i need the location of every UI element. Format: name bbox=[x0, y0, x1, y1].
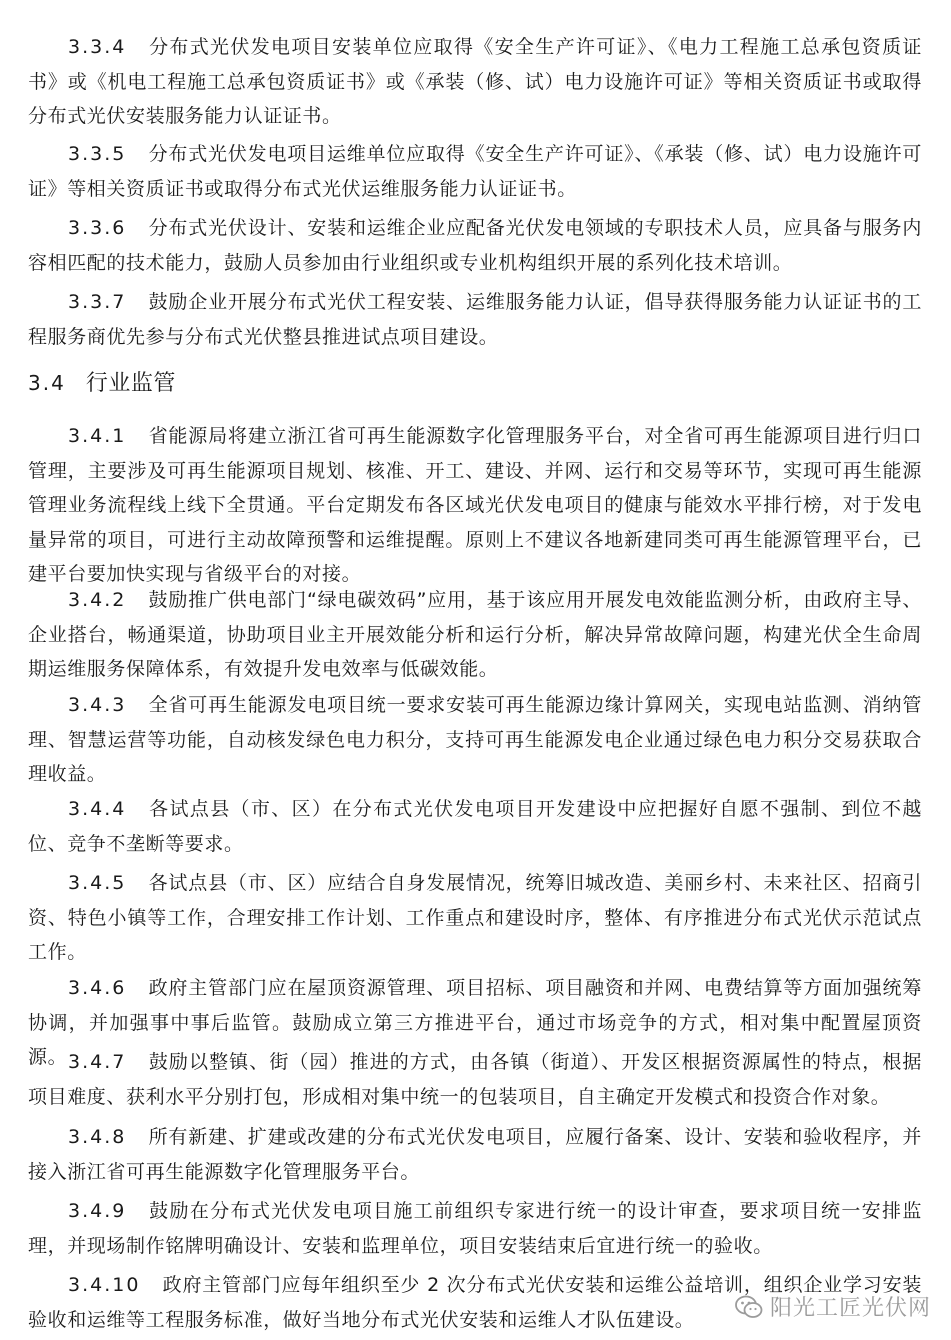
clause-text: 各试点县（市、区）在分布式光伏发电项目开发建设中应把握好自愿不强制、到位不越位、竞争不垄断等要求。 bbox=[28, 798, 922, 855]
clause-number: 3.4.7 bbox=[68, 1051, 127, 1073]
paragraph-3-3-7 bbox=[28, 285, 922, 354]
clause-number: 3.4.6 bbox=[68, 977, 127, 999]
wechat-icon bbox=[734, 1294, 764, 1320]
clause-number: 3.4.9 bbox=[68, 1200, 127, 1222]
clause-text: 鼓励在分布式光伏发电项目施工前组织专家进行统一的设计审查，要求项目统一安排监理，并现场制作铭牌明确设计、安装和监理单位，项目安装结束后宜进行统一的验收。 bbox=[28, 1200, 922, 1257]
paragraph-3-4-7 bbox=[28, 1045, 922, 1114]
clause-text: 政府主管部门应每年组织至少 2 次分布式光伏安装和运维公益培训，组织企业学习安装验收和运维等工程服务标准，做好当地分布式光伏安装和运维人才队伍建设。 bbox=[28, 1274, 922, 1331]
clause-number: 3.4.5 bbox=[68, 872, 127, 894]
paragraph-3-4-4 bbox=[28, 792, 922, 861]
section-heading-3-4 bbox=[28, 366, 176, 401]
paragraph-3-4-1 bbox=[28, 419, 922, 592]
clause-text: 分布式光伏设计、安装和运维企业应配备光伏发电领域的专职技术人员，应具备与服务内容相匹配的技术能力，鼓励人员参加由行业组织或专业机构组织开展的系列化技术培训。 bbox=[28, 217, 922, 274]
clause-number: 3.3.6 bbox=[68, 217, 127, 239]
clause-text: 鼓励以整镇、街（园）推进的方式，由各镇（街道）、开发区根据资源属性的特点，根据项目难度、获利水平分别打包，形成相对集中统一的包装项目，自主确定开发模式和投资合作对象。 bbox=[28, 1051, 922, 1108]
clause-number: 3.4.2 bbox=[68, 589, 127, 611]
clause-text: 鼓励企业开展分布式光伏工程安装、运维服务能力认证，倡导获得服务能力认证证书的工程服务商优先参与分布式光伏整县推进试点项目建设。 bbox=[28, 291, 922, 348]
clause-text: 所有新建、扩建或改建的分布式光伏发电项目，应履行备案、设计、安装和验收程序，并接入浙江省可再生能源数字化管理服务平台。 bbox=[28, 1126, 922, 1183]
clause-text: 鼓励推广供电部门“绿电碳效码”应用，基于该应用开展发电效能监测分析，由政府主导、企业搭台，畅通渠道，协助项目业主开展效能分析和运行分析，解决异常故障问题，构建光伏全生命周期运维服务保障体系，有效提升发电效率与低碳效能。 bbox=[28, 589, 922, 680]
clause-text: 分布式光伏发电项目运维单位应取得《安全生产许可证》、《承装（修、试）电力设施许可证》等相关资质证书或取得分布式光伏运维服务能力认证证书。 bbox=[28, 143, 922, 200]
paragraph-3-4-8 bbox=[28, 1120, 922, 1189]
paragraph-3-4-2 bbox=[28, 583, 922, 687]
clause-number: 3.4.10 bbox=[68, 1274, 141, 1296]
watermark-text: 阳光工匠光伏网 bbox=[769, 1296, 931, 1321]
clause-text: 政府主管部门应在屋顶资源管理、项目招标、项目融资和并网、电费结算等方面加强统筹协调，并加强事中事后监管。鼓励成立第三方推进平台，通过市场竞争的方式，相对集中配置屋顶资源。 bbox=[28, 977, 922, 1068]
clause-number: 3.4.1 bbox=[68, 425, 127, 447]
paragraph-3-4-9 bbox=[28, 1194, 922, 1263]
clause-text: 各试点县（市、区）应结合自身发展情况，统筹旧城改造、美丽乡村、未来社区、招商引资、特色小镇等工作，合理安排工作计划、工作重点和建设时序，整体、有序推进分布式光伏示范试点工作。 bbox=[28, 872, 922, 963]
section-title: 行业监管 bbox=[85, 371, 176, 396]
section-number: 3.4 bbox=[28, 371, 66, 395]
clause-number: 3.4.3 bbox=[68, 694, 127, 716]
paragraph-3-3-6 bbox=[28, 211, 922, 280]
clause-text: 全省可再生能源发电项目统一要求安装可再生能源边缘计算网关，实现电站监测、消纳管理、智慧运营等功能，自动核发绿色电力积分，支持可再生能源发电企业通过绿色电力积分交易获取合理收益。 bbox=[28, 694, 922, 785]
clause-number: 3.4.4 bbox=[68, 798, 127, 820]
paragraph-3-4-3 bbox=[28, 688, 922, 792]
paragraph-3-4-5 bbox=[28, 866, 922, 970]
clause-number: 3.4.8 bbox=[68, 1126, 127, 1148]
clause-number: 3.3.7 bbox=[68, 291, 127, 313]
watermark bbox=[734, 1291, 931, 1322]
clause-text: 省能源局将建立浙江省可再生能源数字化管理服务平台，对全省可再生能源项目进行归口管理，主要涉及可再生能源项目规划、核准、开工、建设、并网、运行和交易等环节，实现可再生能源管理业务流程线上线下全贯通。平台定期发布各区域光伏发电项目的健康与能效水平排行榜，对于发电量异常的项目，可进行主动故障预警和运维提醒。原则上不建议各地新建同类可再生能源管理平台，已建平台要加快实现与省级平台的对接。 bbox=[28, 425, 922, 585]
paragraph-3-3-5 bbox=[28, 137, 922, 206]
clause-number: 3.3.5 bbox=[68, 143, 127, 165]
clause-text: 分布式光伏发电项目安装单位应取得《安全生产许可证》、《电力工程施工总承包资质证书》或《机电工程施工总承包资质证书》或《承装（修、试）电力设施许可证》等相关资质证书或取得分布式光伏安装服务能力认证证书。 bbox=[28, 36, 922, 127]
paragraph-3-3-4 bbox=[28, 30, 922, 134]
clause-number: 3.3.4 bbox=[68, 36, 127, 58]
